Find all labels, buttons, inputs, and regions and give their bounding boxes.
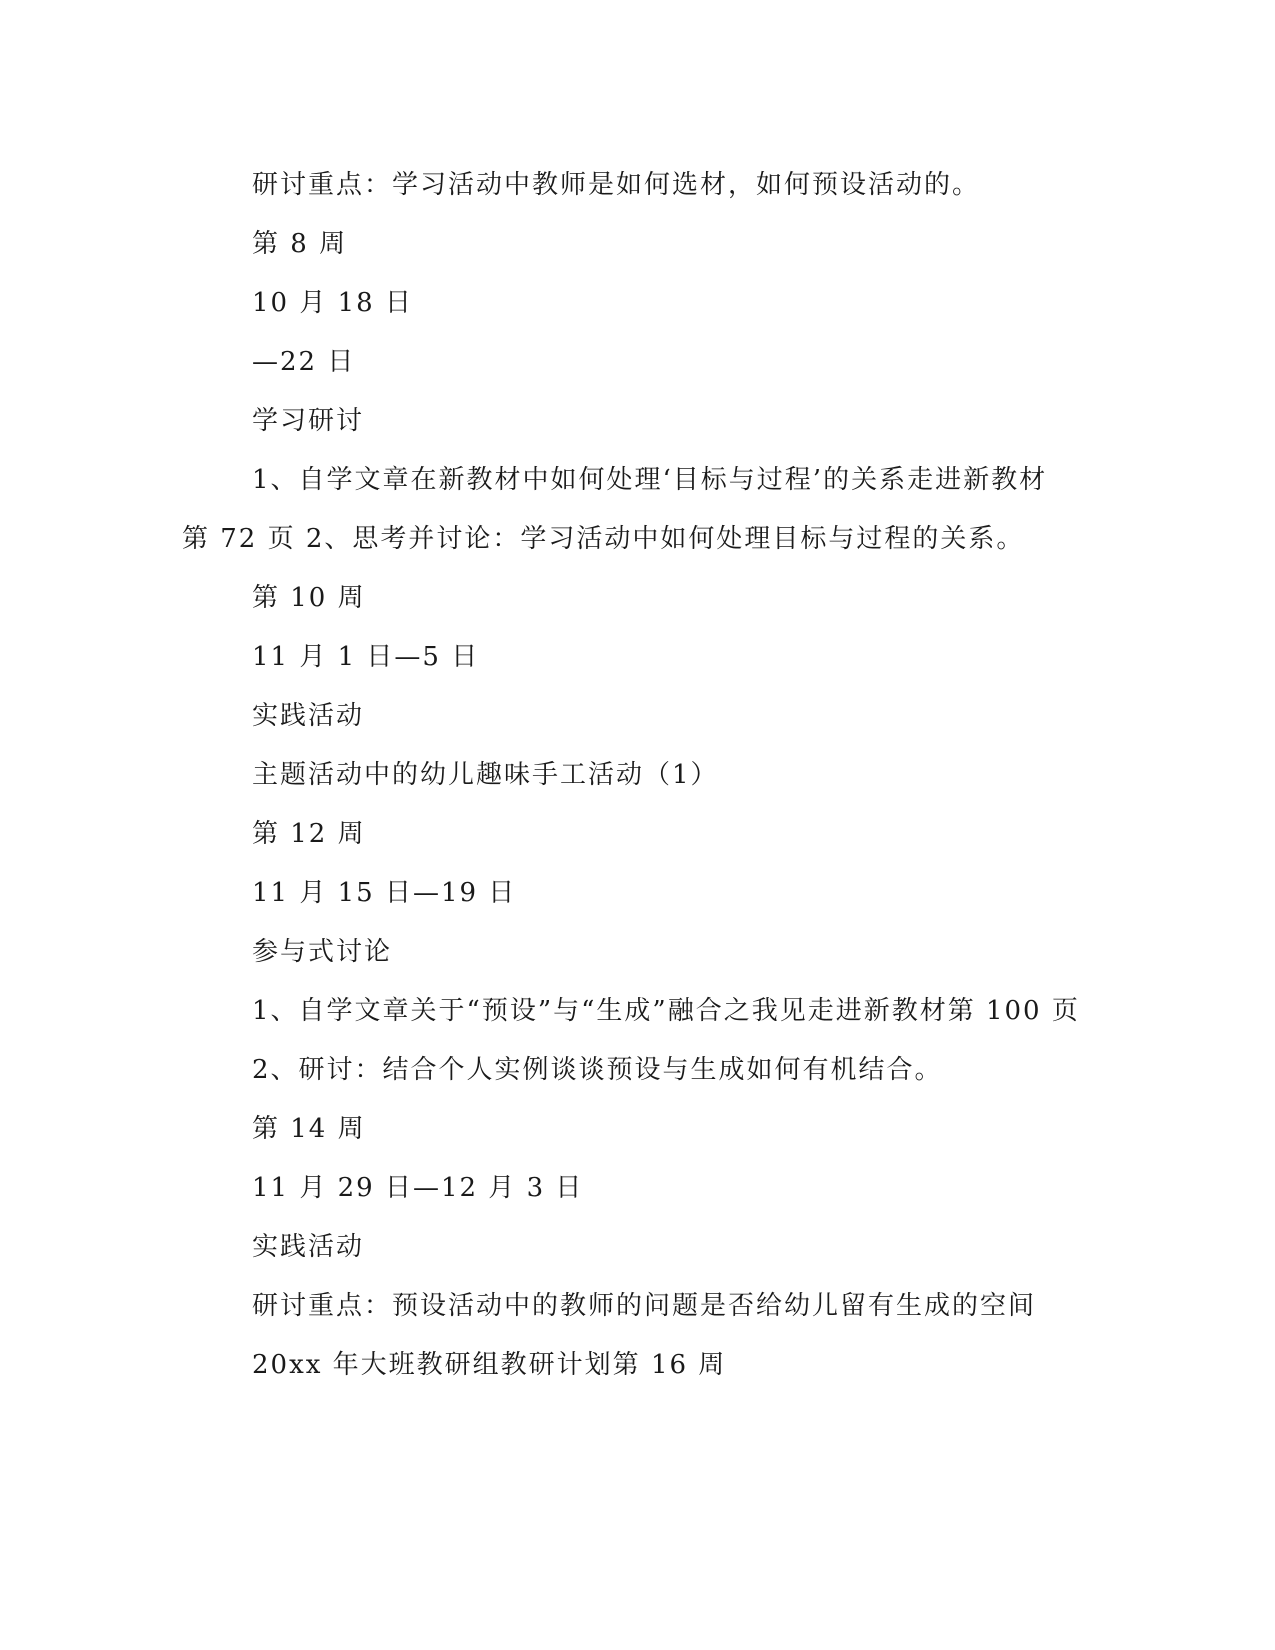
week-label: 第 12 周 (252, 819, 366, 849)
date-line: —22 日 (252, 347, 356, 377)
week-label: 第 14 周 (252, 1114, 366, 1144)
text-line: 1、自学文章关于“预设”与“生成”融合之我见走进新教材第 100 页 (252, 996, 1080, 1026)
activity-type: 实践活动 (252, 1232, 365, 1262)
text-line: 20xx 年大班教研组教研计划第 16 周 (252, 1350, 727, 1380)
date-line: 10 月 18 日 (252, 288, 413, 318)
text-line: 1、自学文章在新教材中如何处理‘目标与过程’的关系走进新教材 (252, 465, 1048, 495)
week-label: 第 8 周 (252, 229, 348, 259)
week-label: 第 10 周 (252, 583, 366, 613)
text-line-continued: 第 72 页 2、思考并讨论：学习活动中如何处理目标与过程的关系。 (182, 524, 1025, 554)
text-line: 主题活动中的幼儿趣味手工活动（1） (252, 760, 719, 790)
activity-type: 参与式讨论 (252, 937, 393, 967)
date-line: 11 月 15 日—19 日 (252, 878, 517, 908)
activity-type: 实践活动 (252, 701, 365, 731)
activity-type: 学习研讨 (252, 406, 365, 436)
document-body (182, 156, 1080, 1395)
text-line: 2、研讨：结合个人实例谈谈预设与生成如何有机结合。 (252, 1055, 943, 1085)
text-line: 研讨重点：学习活动中教师是如何选材，如何预设活动的。 (252, 170, 981, 200)
date-line: 11 月 1 日—5 日 (252, 642, 480, 672)
text-line: 研讨重点：预设活动中的教师的问题是否给幼儿留有生成的空间 (252, 1291, 1037, 1321)
date-line: 11 月 29 日—12 月 3 日 (252, 1173, 584, 1203)
